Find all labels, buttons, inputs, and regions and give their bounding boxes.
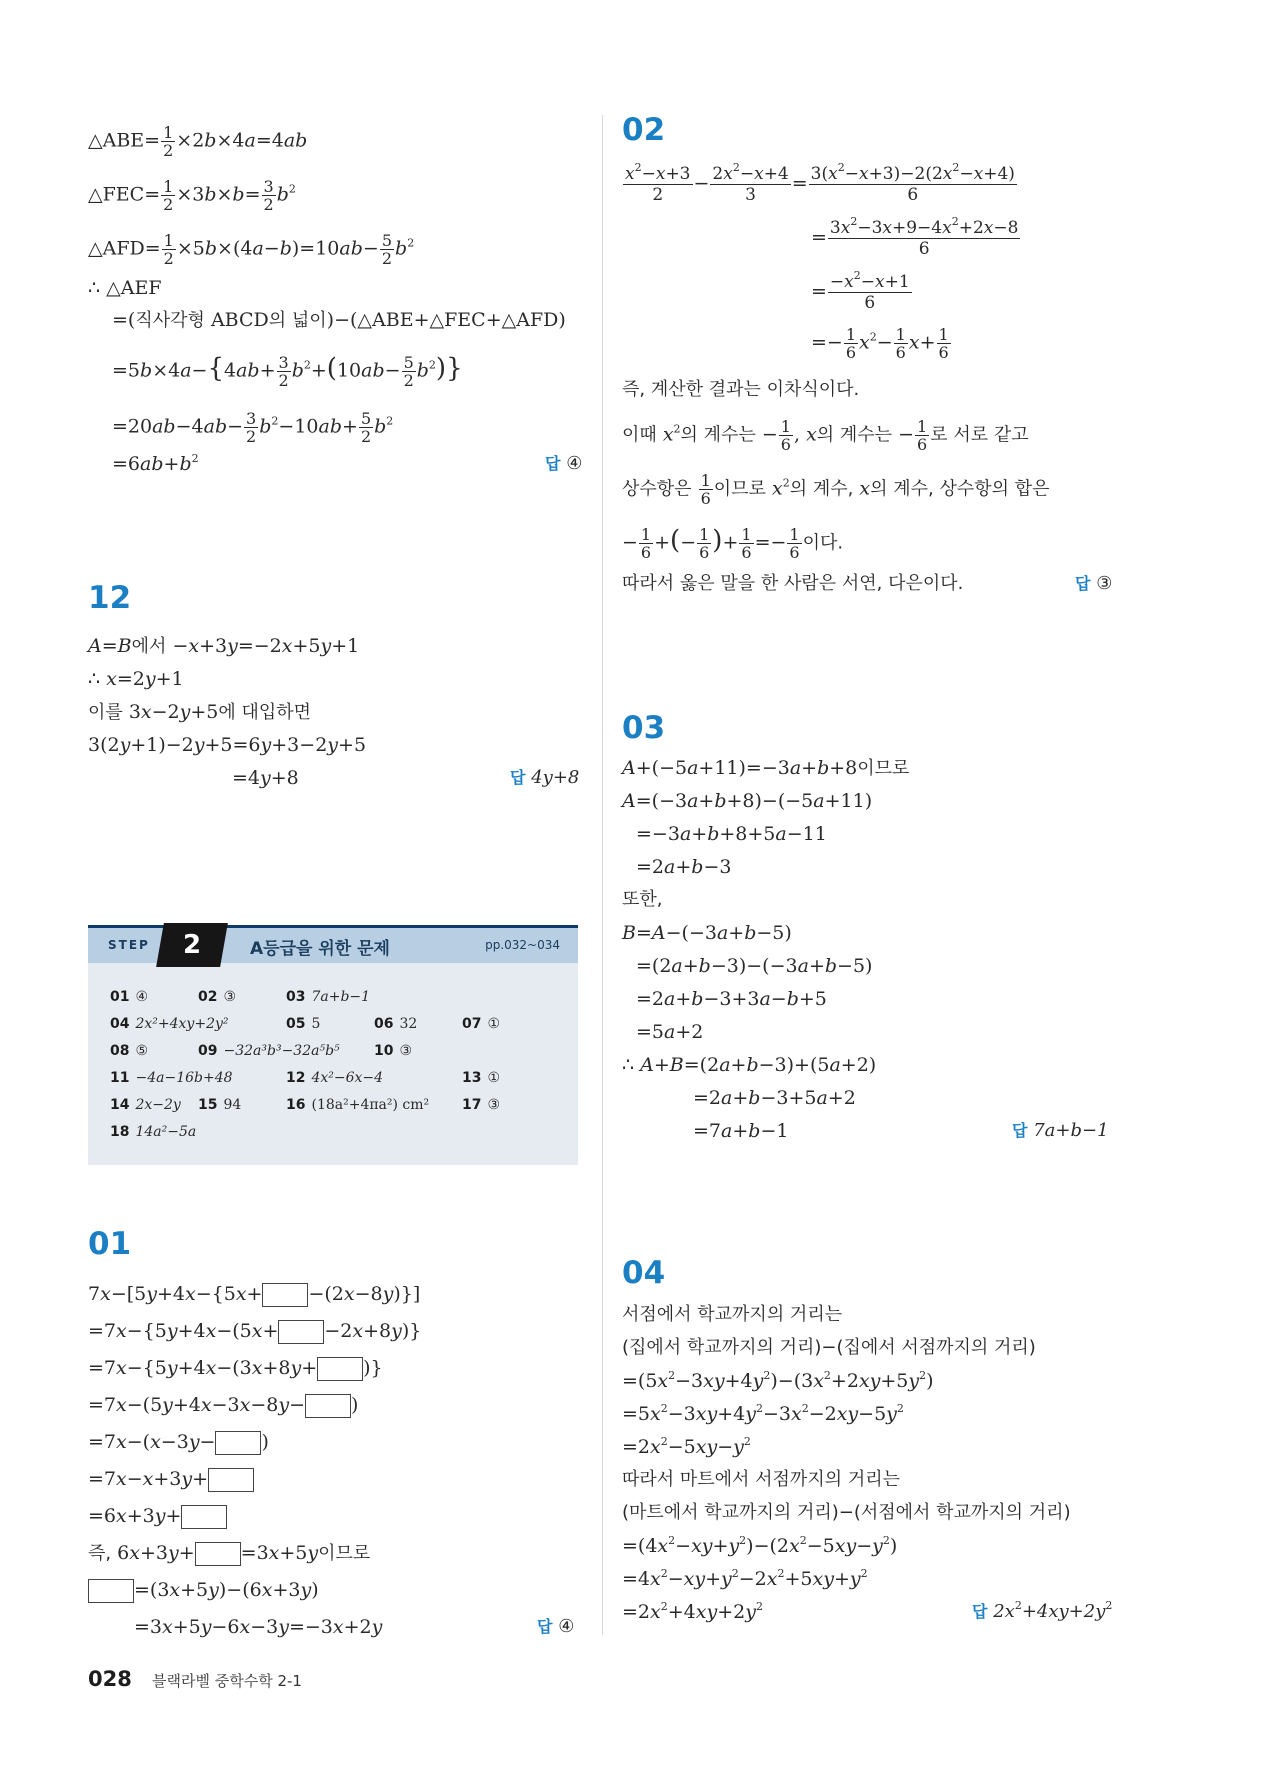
text-line: 따라서 마트에서 서점까지의 거리는: [622, 1469, 900, 1490]
step2-answer-item: 17 ③: [462, 1097, 501, 1113]
math-line: ∴ A+B=(2a+b−3)+(5a+2): [622, 1054, 877, 1076]
step2-answer-item: 06 32: [374, 1016, 418, 1032]
step2-number: 2: [156, 923, 228, 967]
math-line: =7x−(5y+4x−3x−8y− ): [88, 1394, 359, 1416]
step2-answer-item: 09 −32a³b³−32a⁵b⁵: [198, 1043, 340, 1059]
math-line: =6x+3y+: [88, 1504, 227, 1529]
math-line: =7x−(x−3y− ): [88, 1431, 269, 1453]
step2-answer-item: 12 4x²−6x−4: [286, 1070, 384, 1086]
math-line: = $\frac{-x^2-x+1}{6}$: [811, 269, 910, 313]
problem-number-03: 03: [622, 710, 666, 746]
math-line: ∴ △AEF: [88, 277, 162, 299]
math-line: =2a+b−3: [636, 856, 732, 878]
text-line: (집에서 학교까지의 거리)−(집에서 서점까지의 거리): [622, 1337, 1036, 1358]
math-line: △AFD= $\frac{1}{2}$ ×5b×(4a−b)=10ab− $\frac{5}{2}$ $b^2$: [88, 231, 415, 268]
math-line: $=5x^2-3xy+4y^2-3x^2-2xy-5y^2$: [622, 1402, 904, 1425]
math-line: =5a+2: [636, 1021, 704, 1043]
math-line: A=B에서 −x+3y=−2x+5y+1: [88, 635, 360, 657]
math-line: =7x−{5y+4x−(3x+8y+ )}: [88, 1357, 383, 1379]
book-title: 블랙라벨 중학수학 2-1: [152, 1672, 302, 1690]
math-line: △FEC= $\frac{1}{2}$ ×3b×b= $\frac{3}{2}$ $b^2$: [88, 177, 296, 214]
text-line: 따라서 옳은 말을 한 사람은 서연, 다은이다.: [622, 573, 964, 594]
math-line: 이때 $x^2$의 계수는 − $\frac{1}{6}$ , x의 계수는 − $\frac{1}{6}$ 로 서로 같고: [622, 417, 1029, 454]
math-line: 즉, 6x+3y+ =3x+5y이므로: [88, 1542, 371, 1564]
math-line: $\frac{x^2-x+3}{2}$ − $\frac{2x^2-x+4}{3}$ = $\frac{3(x^2-x+3)-2(2x^2-x+4)}{6}$: [625, 161, 1015, 205]
page-number: 028: [88, 1667, 132, 1691]
math-line: =3x+5y−6x−3y=−3x+2y: [134, 1616, 383, 1638]
math-line: $=(4x^2-xy+y^2)-(2x^2-5xy-y^2)$: [622, 1534, 898, 1557]
blank-box: [262, 1283, 308, 1307]
step2-pages: pp.032~034: [485, 938, 560, 952]
math-line: $=4x^2-xy+y^2-2x^2+5xy+y^2$: [622, 1567, 868, 1590]
blank-box: [317, 1357, 363, 1381]
math-line: 이를 3x−2y+5에 대입하면: [88, 701, 312, 723]
math-line: =2a+b−3+3a−b+5: [636, 988, 827, 1010]
math-line: ∴ x=2y+1: [88, 668, 184, 690]
problem-number-01: 01: [88, 1226, 132, 1262]
text-line: 서점에서 학교까지의 거리는: [622, 1304, 843, 1325]
step2-answer-item: 08 ⑤: [110, 1043, 149, 1059]
answer-tag: [510, 768, 525, 787]
math-line: $=(5x^2-3xy+4y^2)-(3x^2+2xy+5y^2)$: [622, 1369, 934, 1392]
step2-answer-item: 02 ③: [198, 989, 237, 1005]
text-line: 또한,: [622, 889, 663, 910]
math-line: =5b×4a−{4ab+ $\frac{3}{2}$ $b^2+(10ab-$ $\frac{5}{2}$ $b^2$)}: [112, 353, 463, 390]
math-line: A=(−3a+b+8)−(−5a+11): [622, 790, 873, 812]
step2-label: STEP: [108, 938, 150, 952]
step2-answer-item: 16 (18a²+4πa²) cm²: [286, 1097, 430, 1113]
step2-answer-item: 05 5: [286, 1016, 321, 1032]
step2-answer-item: 07 ①: [462, 1016, 501, 1032]
math-line: =7x−x+3y+: [88, 1467, 254, 1492]
math-line: =−3a+b+8+5a−11: [636, 823, 827, 845]
step2-top-rule: [88, 925, 578, 928]
math-line: $=2x^2-5xy-y^2$: [622, 1435, 751, 1458]
math-line: = $\frac{3x^2-3x+9-4x^2+2x-8}{6}$: [811, 215, 1019, 259]
step2-answer-item: 03 7a+b−1: [286, 989, 371, 1005]
math-line: =2a+b−3+5a+2: [693, 1087, 856, 1109]
math-line: =7x−{5y+4x−(5x+ −2x+8y)}: [88, 1320, 422, 1342]
step2-answer-item: 18 14a²−5a: [110, 1124, 197, 1140]
problem-number-04: 04: [622, 1255, 666, 1291]
math-line: − $\frac{1}{6}$ +(− $\frac{1}{6}$ )+ $\frac{1}{6}$ =− $\frac{1}{6}$ 이다.: [622, 525, 844, 562]
text-line: 즉, 계산한 결과는 이차식이다.: [622, 379, 860, 400]
math-line: $=6ab+b^2$: [112, 452, 199, 475]
step2-answer-box: [88, 925, 578, 1165]
blank-box: [195, 1542, 241, 1566]
math-line: =(2a+b−3)−(−3a+b−5): [636, 955, 873, 977]
step2-answer-item: 10 ③: [374, 1043, 413, 1059]
blank-box: [208, 1468, 254, 1492]
math-line: △ABE= $\frac{1}{2}$ ×2b×4a=4ab: [88, 123, 308, 160]
step2-answer-item: 13 ①: [462, 1070, 501, 1086]
blank-box: [88, 1579, 134, 1603]
text-line: (마트에서 학교까지의 거리)−(서점에서 학교까지의 거리): [622, 1502, 1071, 1523]
math-line: =4y+8: [232, 767, 299, 789]
step2-answer-item: 04 2x²+4xy+2y²: [110, 1016, 229, 1032]
math-line: 7x−[5y+4x−{5x+ −(2x−8y)}]: [88, 1283, 421, 1305]
answer-12: 답 4y+8: [510, 766, 579, 790]
answer-tag: [537, 1617, 552, 1636]
step2-answer-item: 14 2x−2y: [110, 1097, 181, 1113]
answer-01: 답 ④: [537, 1615, 574, 1639]
math-line: =7a+b−1: [693, 1120, 789, 1142]
answer-prev: 답 ④: [545, 452, 582, 476]
math-line: =− $\frac{1}{6}$ $x^2-$ $\frac{1}{6}$ x+ $\frac{1}{6}$: [811, 325, 949, 362]
blank-box: [215, 1431, 261, 1455]
math-line: A+(−5a+11)=−3a+b+8이므로: [622, 757, 910, 779]
math-line: 3(2y+1)−2y+5=6y+3−2y+5: [88, 734, 367, 756]
column-divider: [602, 115, 603, 1635]
answer-tag: [1075, 574, 1090, 593]
answer-02: 답 ③: [1075, 572, 1112, 596]
step2-answer-item: 15 94: [198, 1097, 242, 1113]
step2-answer-item: 01 ④: [110, 989, 149, 1005]
problem-number-12: 12: [88, 580, 132, 616]
answer-04: 답 $2x^2+4xy+2y^2$: [972, 1600, 1112, 1624]
blank-box: [305, 1394, 351, 1418]
answer-03: 답 7a+b−1: [1012, 1119, 1109, 1143]
answer-tag: [972, 1602, 987, 1621]
math-line: =(3x+5y)−(6x+3y): [88, 1578, 319, 1603]
math-line: =(직사각형 ABCD의 넓이)−(△ABE+△FEC+△AFD): [112, 309, 566, 331]
blank-box: [278, 1320, 324, 1344]
step2-answer-item: 11 −4a−16b+48: [110, 1070, 233, 1086]
math-line: $=2x^2+4xy+2y^2$: [622, 1600, 763, 1623]
answer-tag: [1012, 1121, 1027, 1140]
problem-number-02: 02: [622, 112, 666, 148]
math-line: 상수항은 $\frac{1}{6}$ 이므로 $x^2$의 계수, x의 계수, 상수항의 합은: [622, 471, 1050, 508]
step2-title: A등급을 위한 문제: [250, 939, 390, 959]
blank-box: [181, 1505, 227, 1529]
math-line: =20ab−4ab− $\frac{3}{2}$ $b^2-10ab+$ $\frac{5}{2}$ $b^2$: [112, 409, 394, 446]
answer-tag: [545, 454, 560, 473]
math-line: B=A−(−3a+b−5): [622, 922, 792, 944]
